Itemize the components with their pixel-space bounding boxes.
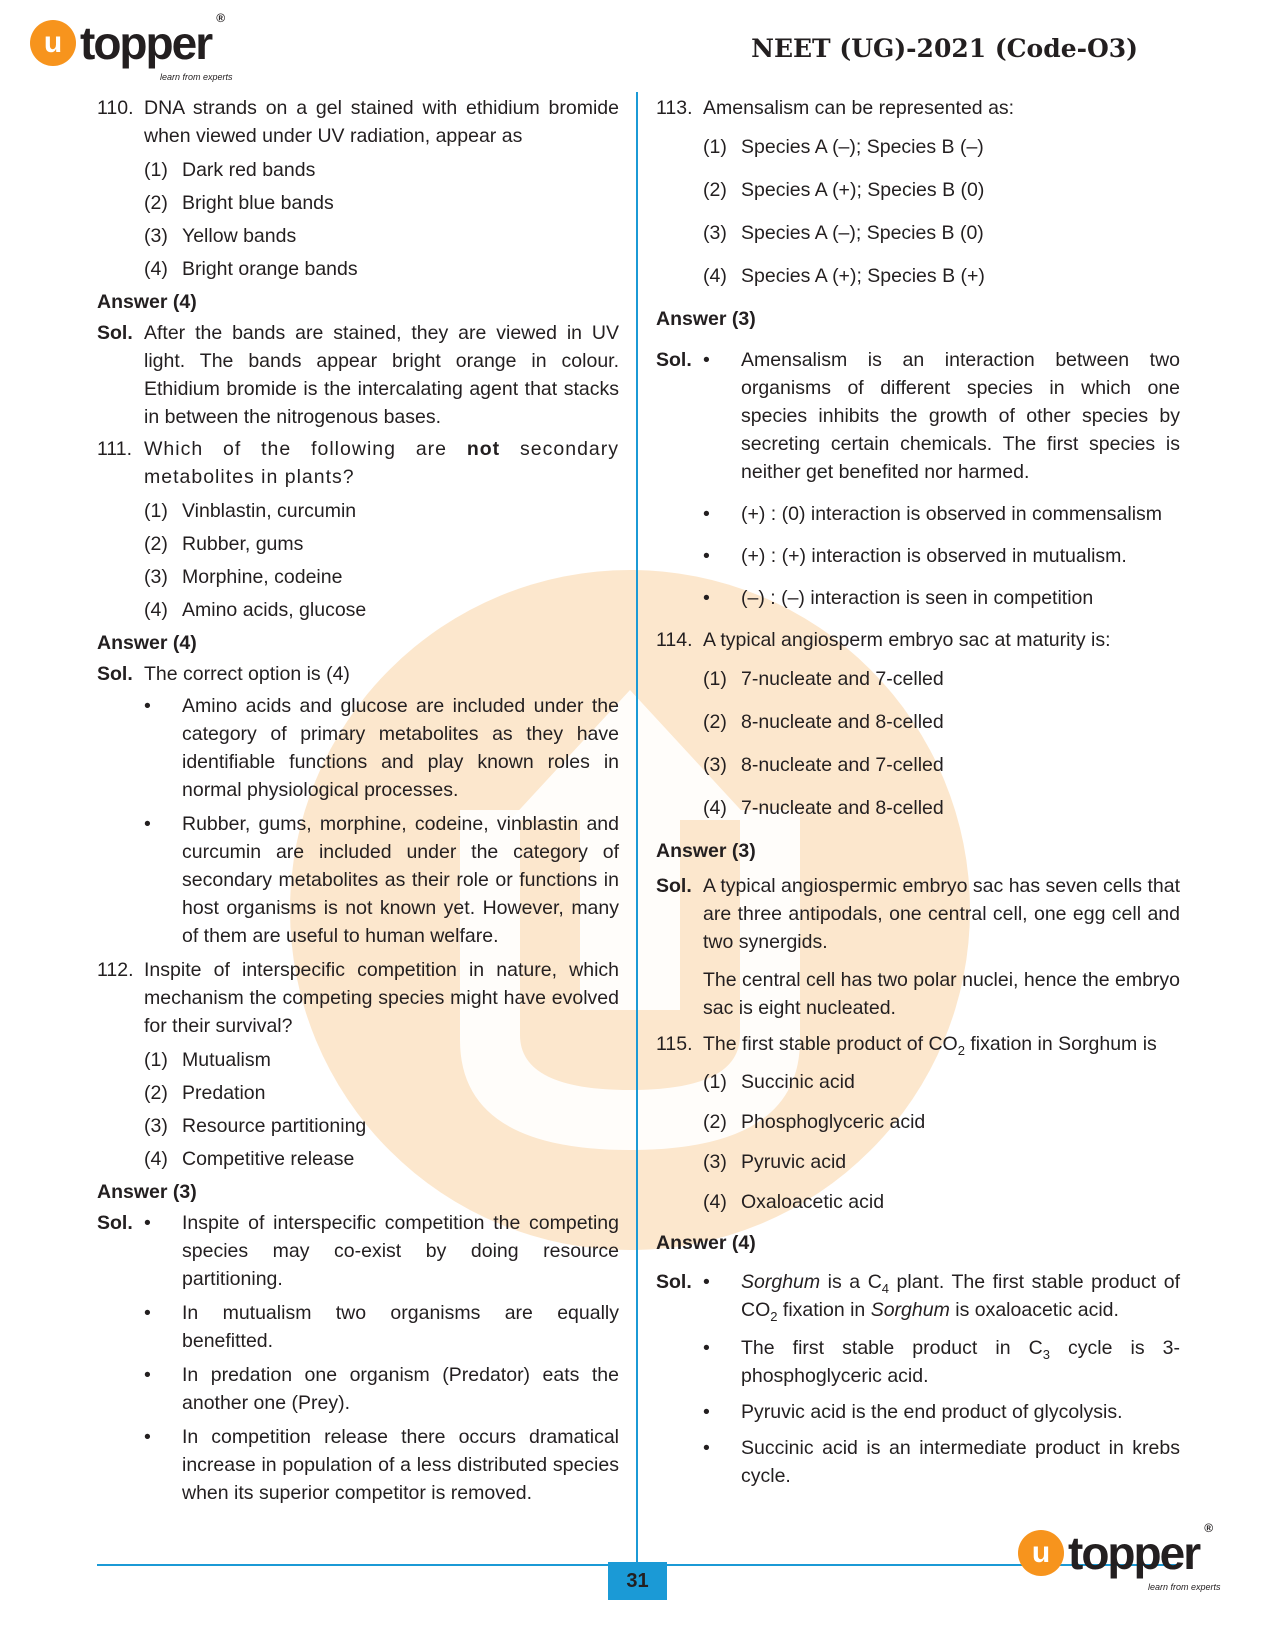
option: (1) Vinblastin, curcumin — [144, 500, 357, 522]
option: (2) Rubber, gums — [144, 533, 304, 555]
solution-112-bullets — [144, 1299, 619, 1507]
answer-111: Answer (4) — [97, 632, 197, 654]
option: (4) Bright orange bands — [144, 258, 358, 280]
option: (4) Amino acids, glucose — [144, 599, 367, 621]
column-divider — [636, 92, 638, 1566]
option: (4) 7-nucleate and 8-celled — [703, 797, 944, 819]
option: (4) Competitive release — [144, 1148, 355, 1170]
logo-mark: u — [30, 20, 76, 66]
solution-111: Sol. The correct option is (4) — [97, 663, 350, 685]
logo-word: topper ® — [80, 11, 226, 69]
question-text: Which of the following are not secondary metabolites in plants? — [144, 438, 620, 488]
question-number: 115. — [656, 1033, 693, 1055]
bullet-item: • (+) : (+) interaction is observed in mutualism. — [703, 545, 1127, 567]
left-column — [97, 94, 619, 1513]
solution-115: Sol. • Sorghum is a $C_4$ plant. The first stable product of $CO_2$ fixation in Sorghum is oxaloacetic acid. — [656, 1271, 1180, 1324]
question-114 — [656, 626, 1180, 654]
bullet-item: • (–) : (–) interaction is seen in competition — [703, 587, 1094, 609]
bullet-item: • In competition release there occurs dramatical increase in population of a less distributed species when its superior competitor is removed. — [144, 1426, 619, 1504]
bullet-item: • Succinic acid is an intermediate product in krebs cycle. — [703, 1437, 1180, 1487]
footer-logo-word: topper ® — [1068, 1521, 1214, 1579]
bullet-item: • Amino acids and glucose are included under the category of primary metabolites as they have identifiable functions and play known roles in normal physiological processes. — [144, 695, 619, 801]
footer-topper-logo — [1018, 1521, 1221, 1592]
question-113 — [656, 94, 1180, 122]
option: (3) Species A (–); Species B (0) — [703, 222, 984, 244]
option: (2) Phosphoglyceric acid — [703, 1111, 926, 1133]
option: (3) Pyruvic acid — [703, 1151, 847, 1173]
question-number: 111. — [97, 438, 133, 460]
bullet-item: • Pyruvic acid is the end product of glycolysis. — [703, 1401, 1123, 1423]
question-112 — [97, 956, 619, 1040]
answer-110: Answer (4) — [97, 291, 197, 313]
options-115 — [703, 1062, 1180, 1222]
topper-logo — [30, 11, 233, 82]
footer-registered-mark: ® — [1204, 1521, 1214, 1535]
options-114 — [703, 658, 1180, 830]
answer-113: Answer (3) — [656, 308, 756, 330]
option: (2) Predation — [144, 1082, 266, 1104]
options-112 — [144, 1044, 619, 1176]
solution-110: Sol. After the bands are stained, they are viewed in UV light. The bands appear bright orange in colour. Ethidium bromide is the intercalating agent that stacks in between the nitrogenous bases. — [97, 322, 619, 428]
solution-111-bullets — [144, 692, 619, 950]
option: (3) 8-nucleate and 7-celled — [703, 754, 944, 776]
bullet-item: • In mutualism two organisms are equally benefitted. — [144, 1302, 619, 1352]
option: (1) Species A (–); Species B (–) — [703, 136, 984, 158]
option: (4) Species A (+); Species B (+) — [703, 265, 985, 287]
solution-115-bullets — [703, 1334, 1180, 1490]
question-text: DNA strands on a gel stained with ethidium bromide when viewed under UV radiation, appear as — [144, 97, 619, 147]
question-text: A typical angiosperm embryo sac at maturity is: — [703, 629, 1111, 651]
option: (1) Succinic acid — [703, 1071, 855, 1093]
solution-112: Sol. • Inspite of interspecific competition the competing species may co-exist by doing resource partitioning. — [97, 1212, 619, 1290]
question-text: Amensalism can be represented as: — [703, 97, 1015, 119]
options-110 — [144, 154, 619, 286]
question-number: 113. — [656, 97, 693, 119]
bullet-item: • In predation one organism (Predator) eats the another one (Prey). — [144, 1364, 619, 1414]
footer-logo-mark: u — [1018, 1530, 1064, 1576]
registered-mark: ® — [216, 11, 226, 25]
page-number: 31 — [608, 1562, 667, 1600]
options-111 — [144, 495, 619, 627]
question-110 — [97, 94, 619, 150]
options-113 — [703, 126, 1180, 298]
question-number: 114. — [656, 629, 693, 651]
footer-logo-tagline: learn from experts — [1148, 1582, 1221, 1592]
question-text: The first stable product of $CO_2$ fixation in Sorghum is — [703, 1033, 1157, 1058]
question-number: 112. — [97, 959, 134, 981]
option: (1) Mutualism — [144, 1049, 271, 1071]
solution-113: Sol. • Amensalism is an interaction between two organisms of different species in which one species inhibits the growth of other species by secreting certain chemicals. The first species is neither get benefited nor harmed. — [656, 349, 1180, 483]
bullet-item: • (+) : (0) interaction is observed in commensalism — [703, 503, 1163, 525]
right-column — [656, 94, 1180, 1504]
bullet-item: • The first stable product in $C_3$ cycle is 3-phosphoglyceric acid. — [703, 1337, 1180, 1387]
answer-114: Answer (3) — [656, 840, 756, 862]
question-number: 110. — [97, 97, 134, 119]
option: (3) Resource partitioning — [144, 1115, 367, 1137]
solution-113-bullets — [703, 500, 1180, 612]
option: (3) Morphine, codeine — [144, 566, 343, 588]
answer-115: Answer (4) — [656, 1232, 756, 1254]
answer-112: Answer (3) — [97, 1181, 197, 1203]
option: (3) Yellow bands — [144, 225, 297, 247]
question-text: Inspite of interspecific competition in nature, which mechanism the competing species might have evolved for their survival? — [144, 959, 619, 1037]
logo-tagline: learn from experts — [160, 72, 233, 82]
exam-code: NEET (UG)-2021 (Code-O3) — [751, 34, 1138, 63]
option: (1) 7-nucleate and 7-celled — [703, 668, 944, 690]
bullet-item: • Rubber, gums, morphine, codeine, vinblastin and curcumin are included under the category of secondary metabolites as their role or functions in host organisms is not known yet. However, many of them are useful to human welfare. — [144, 813, 619, 947]
question-111 — [97, 435, 619, 491]
option: (4) Oxaloacetic acid — [703, 1191, 885, 1213]
option: (1) Dark red bands — [144, 159, 316, 181]
solution-114: Sol. A typical angiospermic embryo sac has seven cells that are three antipodals, one central cell, one egg cell and two synergids. — [656, 875, 1180, 953]
question-115 — [656, 1030, 1180, 1058]
solution-114-para: The central cell has two polar nuclei, hence the embryo sac is eight nucleated. — [703, 969, 1180, 1019]
option: (2) Bright blue bands — [144, 192, 334, 214]
option: (2) 8-nucleate and 8-celled — [703, 711, 944, 733]
option: (2) Species A (+); Species B (0) — [703, 179, 985, 201]
